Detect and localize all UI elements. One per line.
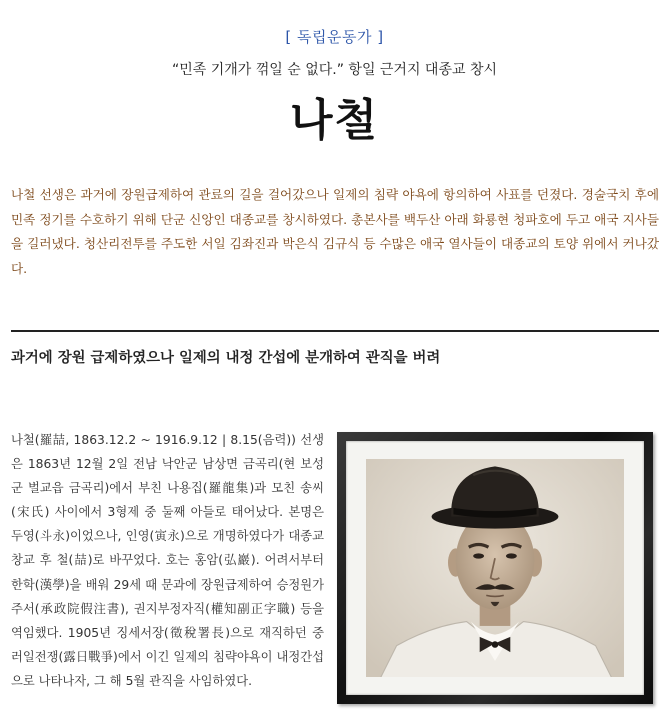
portrait-mat: [346, 441, 644, 695]
category-label: [ 독립운동가 ]: [285, 28, 384, 46]
portrait-image: [366, 459, 624, 677]
portrait-frame: [337, 432, 653, 704]
section-heading: 과거에 장원 급제하였으나 일제의 내정 간섭에 분개하여 관직을 버려: [11, 350, 441, 366]
intro-paragraph: 나철 선생은 과거에 장원급제하여 관료의 길을 걸어갔으나 일제의 침략 야욕에 항의하여 사표를 던졌다. 경술국치 후에 민족 정기를 수호하기 위해 단군 신앙인 대종교를 창시하였다. 총본사를 백두산 아래 화룡현 청파호에 두고 애국 지사들을 길러냈다. 청산리전투를 주도한 서일 김좌진과 박은식 김규식 등 수많은 애국 열사들이 대종교의 토양 위에서 커나갔다.: [11, 187, 659, 276]
page-title: 나철: [289, 95, 379, 146]
section-divider: [11, 330, 659, 332]
page-subtitle: “민족 기개가 꺾일 순 없다.” 항일 근거지 대종교 창시: [171, 62, 498, 78]
portrait-photo: [366, 459, 624, 677]
biography-paragraph: 나철(羅喆, 1863.12.2 ~ 1916.9.12 | 8.15(음력)) 선생은 1863년 12월 2일 전남 낙안군 남상면 금곡리(현 보성군 벌교읍 금곡리)에서 부친 나용집(羅龍集)과 모친 송씨(宋氏) 사이에서 3형제 중 둘째 아들로 태어났다. 본명은 두영(斗永)이었으나, 인영(寅永)으로 개명하였다가 대종교 창교 후 철(喆)로 바꾸었다. 호는 홍암(弘巖). 어려서부터 한학(漢學)을 배워 29세 때 문과에 장원급제하여 승정원가주서(承政院假注書), 권지부정자직(權知副正字職) 등을 역임했다. 1905년 징세서장(徵稅署長)으로 재직하던 중 러일전쟁(露日戰爭)에서 이긴 일제의 침략야욕이 내정간섭으로 나타나자, 그 해 5월 관직을 사임하였다.: [11, 433, 324, 688]
